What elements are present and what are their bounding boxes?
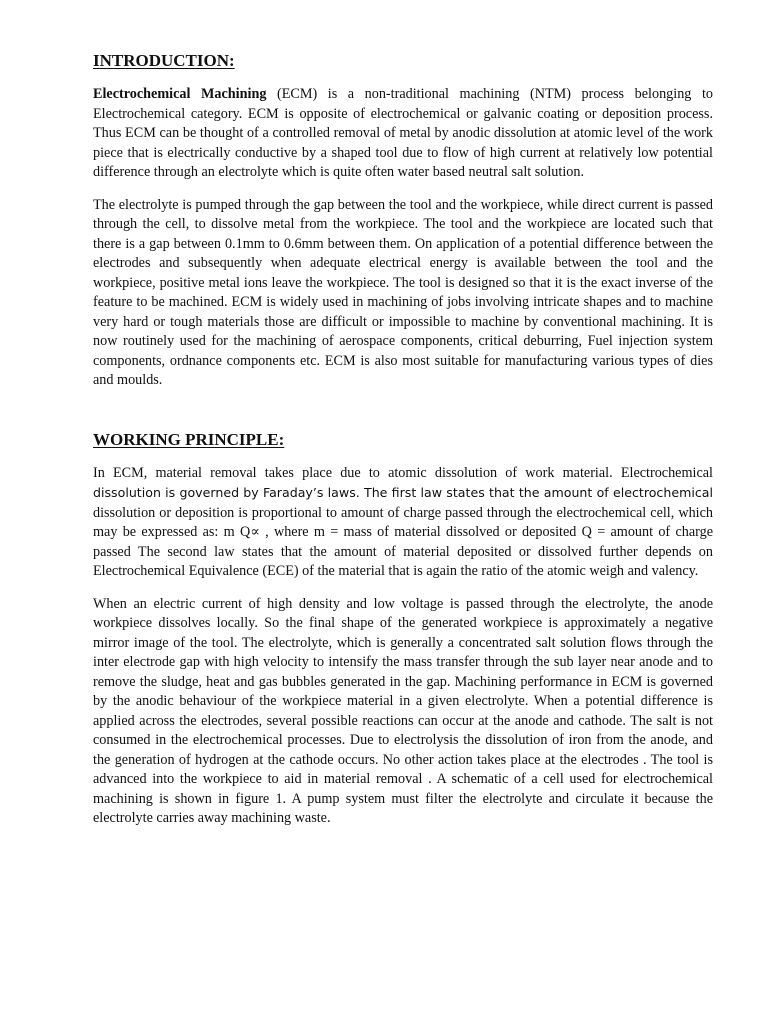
section-heading-introduction: INTRODUCTION: [93,51,235,70]
working-paragraph-1 [93,464,713,582]
document-page [93,50,713,829]
working-paragraph-2: When an electric current of high density and low voltage is passed through the electrolyte, the anode workpiece dissolves locally. So the final shape of the generated workpiece is approximately a negative mirror image of the tool. The electrolyte, which is generally a concentrated salt solution flows through the inter electrode gap with high velocity to intensify the mass transfer through the sub layer near anode and to remove the sludge, heat and gas bubbles generated in the gap. Machining performance in ECM is governed by the anodic behaviour of the workpiece material in a given electrolyte. When a potential difference is applied across the electrodes, several possible reactions can occur at the anode and cathode. The salt is not consumed in the electrochemical processes. Due to electrolysis the dissolution of iron from the anode, and the generation of hydrogen at the cathode occurs. No other action takes place at the electrodes . The tool is advanced into the workpiece to aid in material removal . A schematic of a cell used for electrochemical machining is shown in figure 1. A pump system must filter the electrolyte and circulate it because the electrolyte carries away machining waste. [93,595,713,826]
working-paragraph-1-part-a: In ECM, material removal takes place due to atomic dissolution of work material. Electrochemical [93,464,713,481]
section-heading-working-principle: WORKING PRINCIPLE: [93,429,285,449]
working-paragraph-1-part-c: dissolution or deposition is proportional to amount of charge passed through the electrochemical cell, which may be expressed as: m Q∝ , where m = mass of material dissolved or deposited Q = amount of charge passed The second law states that the amount of material deposited or dissolved further depends on Electrochemical Equivalence (ECE) of the material that is again the ratio of the atomic weigh and valency. [93,504,713,579]
intro-paragraph-1-text: (ECM) is a non-traditional machining (NTM) process belonging to Electrochemical category. ECM is opposite of electrochemical or galvanic coating or deposition process. Thus ECM can be thought of a controlled removal of metal by anodic dissolution at atomic level of the work piece that is electrically conductive by a shaped tool due to flow of high current at relatively low potential difference through an electrolyte which is quite often water based neutral salt solution. [93,86,713,180]
intro-paragraph-2: The electrolyte is pumped through the gap between the tool and the workpiece, while direct current is passed through the cell, to dissolve metal from the workpiece. The tool and the workpiece are located such that there is a gap between 0.1mm to 0.6mm between them. On application of a potential difference between the electrodes and subsequently when adequate electrical energy is available between the tool and the workpiece, positive metal ions leave the workpiece. The tool is designed so that it is the exact inverse of the feature to be machined. ECM is widely used in machining of jobs involving intricate shapes and to machine very hard or tough materials those are difficult or impossible to machine by conventional machining. It is now routinely used for the machining of aerospace components, critical deburring, Fuel injection system components, ordnance components etc. ECM is also most suitable for manufacturing various types of dies and moulds. [93,196,713,388]
intro-paragraph-1 [93,85,713,183]
term-electrochemical-machining: Electrochemical Machining [93,86,267,102]
working-paragraph-1-part-b: dissolution is governed by Faraday’s laws. The first law states that the amount of electrochemical [93,485,713,500]
